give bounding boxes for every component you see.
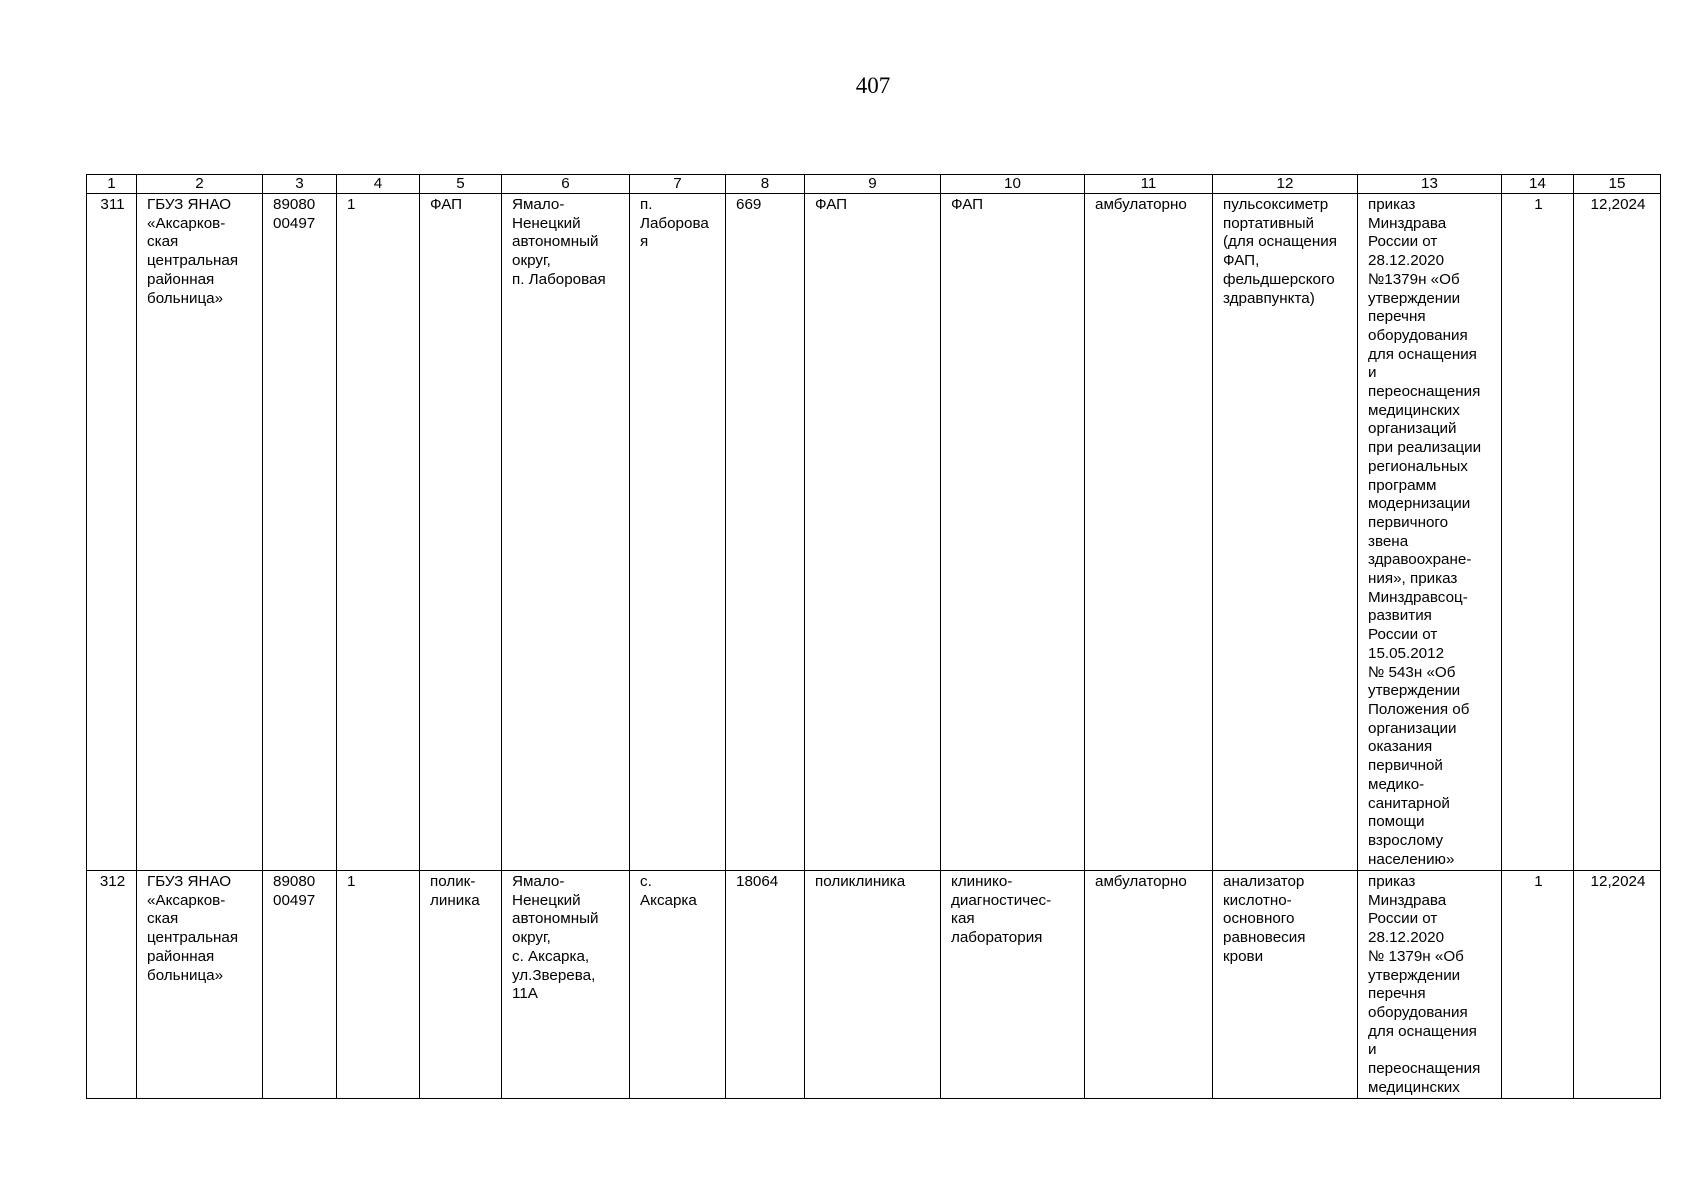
column-header: 5 bbox=[420, 175, 502, 194]
regulation-cell: приказ Минздрава России от 28.12.2020 №1379н «Об утверждении перечня оборудования для оснащения и переоснащения медицинских организаций при реализации региональных программ модернизации первичного звена здравоохране- ния», приказ Минздравсоц- развития России от 15.05.2012 № 543н «Об утверждении Положения об организации оказания первичной медико- санитарной помощи взрослому населению» bbox=[1358, 194, 1502, 871]
count-cell: 1 bbox=[337, 871, 420, 1099]
column-header: 10 bbox=[941, 175, 1085, 194]
code-cell: 89080 00497 bbox=[263, 871, 337, 1099]
organization-cell: ГБУЗ ЯНАО «Аксарков- ская центральная районная больница» bbox=[137, 871, 263, 1099]
equipment-cell: пульсоксиметр портативный (для оснащения ФАП, фельдшерского здравпункта) bbox=[1213, 194, 1358, 871]
equipment-table bbox=[86, 174, 1661, 1099]
subdivision-cell: ФАП bbox=[805, 194, 941, 871]
table-row bbox=[87, 871, 1661, 1099]
column-header: 6 bbox=[502, 175, 630, 194]
care-mode-cell: амбулаторно bbox=[1085, 871, 1213, 1099]
subdivision-cell: поликлиника bbox=[805, 871, 941, 1099]
equipment-cell: анализатор кислотно- основного равновесия крови bbox=[1213, 871, 1358, 1099]
column-header: 1 bbox=[87, 175, 137, 194]
column-header: 3 bbox=[263, 175, 337, 194]
unit-type-cell: ФАП bbox=[420, 194, 502, 871]
page-number: 407 bbox=[855, 73, 891, 98]
column-header: 14 bbox=[1502, 175, 1574, 194]
code-cell: 89080 00497 bbox=[263, 194, 337, 871]
care-mode-cell: амбулаторно bbox=[1085, 194, 1213, 871]
department-cell: клинико- диагностичес- кая лаборатория bbox=[941, 871, 1085, 1099]
column-header: 12 bbox=[1213, 175, 1358, 194]
column-header: 8 bbox=[726, 175, 805, 194]
quantity-cell: 1 bbox=[1502, 871, 1574, 1099]
address-cell: Ямало- Ненецкий автономный округ, с. Аксарка, ул.Зверева, 11А bbox=[502, 871, 630, 1099]
column-header: 9 bbox=[805, 175, 941, 194]
population-cell: 669 bbox=[726, 194, 805, 871]
population-cell: 18064 bbox=[726, 871, 805, 1099]
settlement-cell: с. Аксарка bbox=[630, 871, 726, 1099]
column-header: 11 bbox=[1085, 175, 1213, 194]
row-number: 312 bbox=[87, 871, 137, 1099]
row-number: 311 bbox=[87, 194, 137, 871]
column-header: 4 bbox=[337, 175, 420, 194]
regulation-cell: приказ Минздрава России от 28.12.2020 № 1379н «Об утверждении перечня оборудования для оснащения и переоснащения медицинских bbox=[1358, 871, 1502, 1099]
column-header: 2 bbox=[137, 175, 263, 194]
table-row bbox=[87, 194, 1661, 871]
settlement-cell: п. Лаборова я bbox=[630, 194, 726, 871]
unit-type-cell: полик- линика bbox=[420, 871, 502, 1099]
department-cell: ФАП bbox=[941, 194, 1085, 871]
address-cell: Ямало- Ненецкий автономный округ, п. Лаборовая bbox=[502, 194, 630, 871]
quantity-cell: 1 bbox=[1502, 194, 1574, 871]
deadline-cell: 12,2024 bbox=[1574, 194, 1661, 871]
organization-cell: ГБУЗ ЯНАО «Аксарков- ская центральная районная больница» bbox=[137, 194, 263, 871]
count-cell: 1 bbox=[337, 194, 420, 871]
column-header: 7 bbox=[630, 175, 726, 194]
header-row bbox=[87, 175, 1661, 194]
column-header: 13 bbox=[1358, 175, 1502, 194]
deadline-cell: 12,2024 bbox=[1574, 871, 1661, 1099]
column-header: 15 bbox=[1574, 175, 1661, 194]
